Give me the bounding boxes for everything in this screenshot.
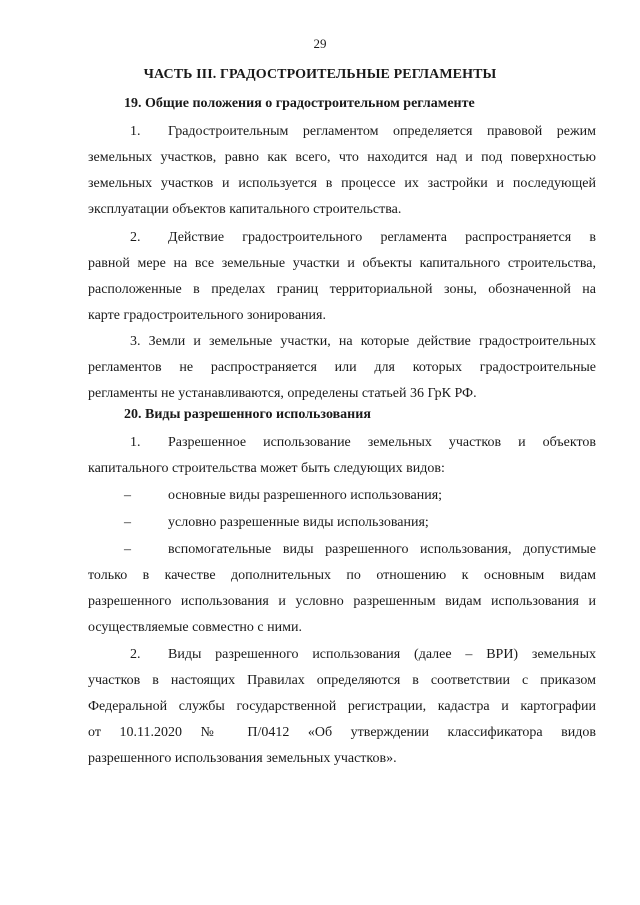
s20-p2-line-2: участков в настоящих Правилах определяются в соответствии с приказом [88,673,596,688]
s19-p1-line-2: земельных участков, равно как всего, что находится над и под поверхностью [88,150,596,165]
part-title: ЧАСТЬ III. ГРАДОСТРОИТЕЛЬНЫЕ РЕГЛАМЕНТЫ [143,67,497,82]
s19-p2-line-4: карте градостроительного зонирования. [88,308,326,323]
section-20-title: 20. Виды разрешенного использования [124,407,371,422]
s20-p2-line-3: Федеральной службы государственной регистрации, кадастра и картографии [88,699,596,714]
s19-p2-first-line: Действие градостроительного регламента распространяется в [168,230,596,245]
s19-p2-number: 2. [130,230,141,245]
s19-p3-line-3: регламенты не устанавливаются, определены статьей 36 ГрК РФ. [88,386,477,401]
bullet-3-line-3: разрешенного использования и условно разрешенным видам использования и [88,594,596,609]
page-number: 29 [313,36,327,51]
s19-p1-number: 1. [130,124,141,139]
s19-p1-line-3: земельных участков и используется в процессе их застройки и последующей [88,176,596,191]
s20-p2-line-5: разрешенного использования земельных участков». [88,751,397,766]
s19-p1-line-4: эксплуатации объектов капитального строительства. [88,202,402,217]
bullet-dash-3: – [124,542,131,557]
s20-p2-line-4: от 10.11.2020 № П/0412 «Об утверждении классификатора видов [88,725,596,740]
section-19-title: 19. Общие положения о градостроительном регламенте [124,96,475,111]
s19-p3-line-2: регламентов не распространяется или для которых градостроительные [88,360,596,375]
bullet-dash-2: – [124,515,131,530]
s20-p2-number: 2. [130,647,141,662]
bullet-2-text: условно разрешенные виды использования; [168,515,429,530]
s20-p1-first-line: Разрешенное использование земельных участков и объектов [168,435,596,450]
bullet-1-text: основные виды разрешенного использования; [168,488,443,503]
bullet-dash-1: – [124,488,131,503]
s19-p2-line-2: равной мере на все земельные участки и объекты капитального строительства, [88,256,596,271]
bullet-3-line-4: осуществляемые совместно с ними. [88,620,302,635]
s20-p1-line-2: капитального строительства может быть следующих видов: [88,461,445,476]
s20-p1-number: 1. [130,435,141,450]
s19-p1-first-line: Градостроительным регламентом определяется правовой режим [168,124,596,139]
s19-p3-first-line: 3. Земли и земельные участки, на которые действие градостроительных [130,334,596,349]
bullet-3-text: вспомогательные виды разрешенного использования, допустимые [168,542,596,557]
s19-p2-line-3: расположенные в пределах границ территориальной зоны, обозначенной на [88,282,596,297]
s20-p2-first-line: Виды разрешенного использования (далее – ВРИ) земельных [168,647,596,662]
bullet-3-line-2: только в качестве дополнительных по отношению к основным видам [88,568,596,583]
